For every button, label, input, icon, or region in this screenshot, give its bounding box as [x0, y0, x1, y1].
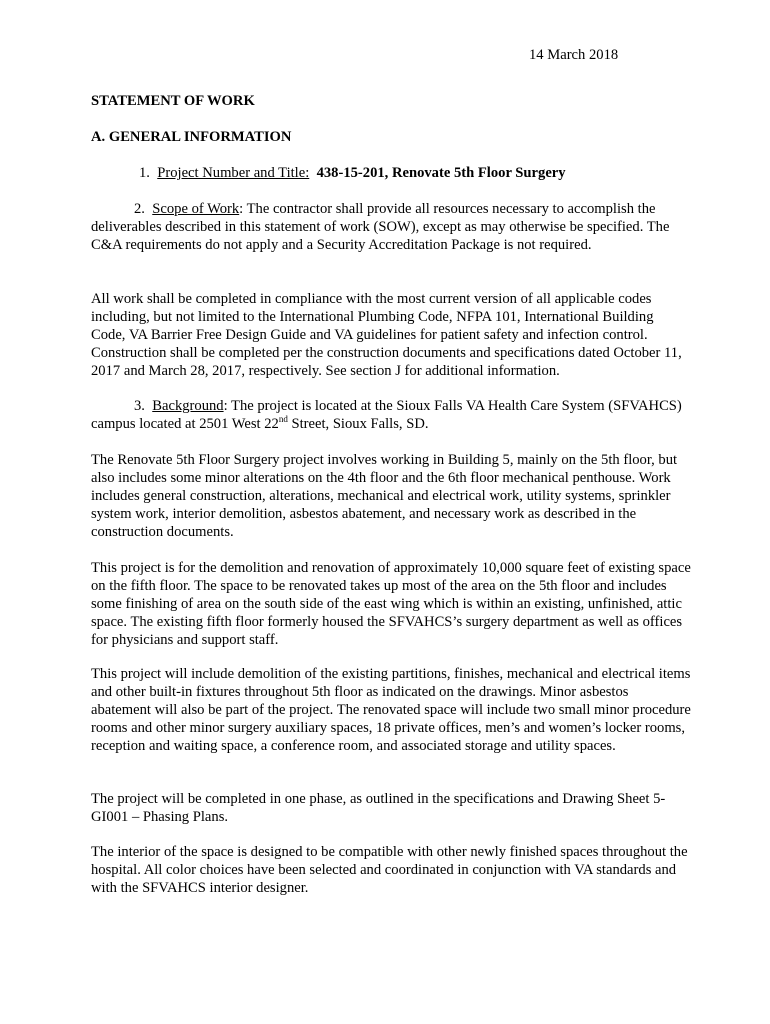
- item-number: 3.: [134, 398, 145, 414]
- scope-of-work-text: : The contractor shall provide all resources necessary to accomplish the deliverables described in this statement of work (SOW), except as may otherwise be specified. The C&A requirements do not apply and a Security Accreditation Package is not required.: [91, 201, 670, 253]
- paragraph-scope-of-work: [91, 201, 691, 255]
- ordinal-suffix: nd: [278, 414, 288, 425]
- item-project-number-title: [139, 165, 566, 183]
- background-text: : The project is located at the Sioux Falls VA Health Care System (SFVAHCS) campus located at 2501 West 22: [91, 398, 682, 432]
- project-title-value: 438-15-201, Renovate 5th Floor Surgery: [316, 165, 566, 181]
- item-label: Scope of Work: [152, 201, 240, 217]
- paragraph-background: [91, 398, 691, 434]
- item-number: 2.: [134, 201, 145, 217]
- paragraph-codes-compliance: All work shall be completed in compliance with the most current version of all applicable codes including, but not limited to the International Plumbing Code, NFPA 101, International Building Code, VA Barrier Free Design Guide and VA guidelines for patient safety and infection control. Construction shall be completed per the construction documents and specifications dated October 11, 2017 and March 28, 2017, respectively. See section J for additional information.: [91, 291, 682, 379]
- item-label: Project Number and Title:: [157, 165, 310, 181]
- section-heading-general-information: A. GENERAL INFORMATION: [91, 129, 292, 145]
- background-text-end: Street, Sioux Falls, SD.: [287, 415, 429, 432]
- document-date: 14 March 2018: [529, 47, 619, 63]
- paragraph-project-includes: This project will include demolition of the existing partitions, finishes, mechanical and electrical items and other built-in fixtures throughout 5th floor as indicated on the drawings. Minor asbestos abatement will also be part of the project. The renovated space will include two small minor procedure rooms and other minor surgery auxiliary spaces, 18 private offices, men’s and women’s locker rooms, reception and waiting space, a conference room, and associated storage and utility spaces.: [91, 666, 691, 754]
- item-label: Background: [152, 398, 224, 414]
- paragraph-interior-design: The interior of the space is designed to be compatible with other newly finished spaces throughout the hospital. All color choices have been selected and coordinated in conjunction with VA standards and with the SFVAHCS interior designer.: [91, 844, 688, 896]
- paragraph-phasing: The project will be completed in one phase, as outlined in the specifications and Drawing Sheet 5-GI001 – Phasing Plans.: [91, 791, 666, 825]
- paragraph-demolition-renovation: This project is for the demolition and renovation of approximately 10,000 square feet of existing space on the fifth floor. The space to be renovated takes up most of the area on the 5th floor and includes some finishing of area on the south side of the east wing which is within an existing, unfinished, attic space. The existing fifth floor formerly housed the SFVAHCS’s surgery department as well as offices for physicians and support staff.: [91, 560, 691, 648]
- item-number: 1.: [139, 165, 150, 181]
- document-title: STATEMENT OF WORK: [91, 93, 255, 109]
- paragraph-renovate-5th-floor: The Renovate 5th Floor Surgery project involves working in Building 5, mainly on the 5th floor, but also includes some minor alterations on the 4th floor and the 6th floor mechanical penthouse. Work includes general construction, alterations, mechanical and electrical work, utility systems, sprinkler system work, interior demolition, asbestos abatement, and necessary work as described in the construction documents.: [91, 452, 678, 540]
